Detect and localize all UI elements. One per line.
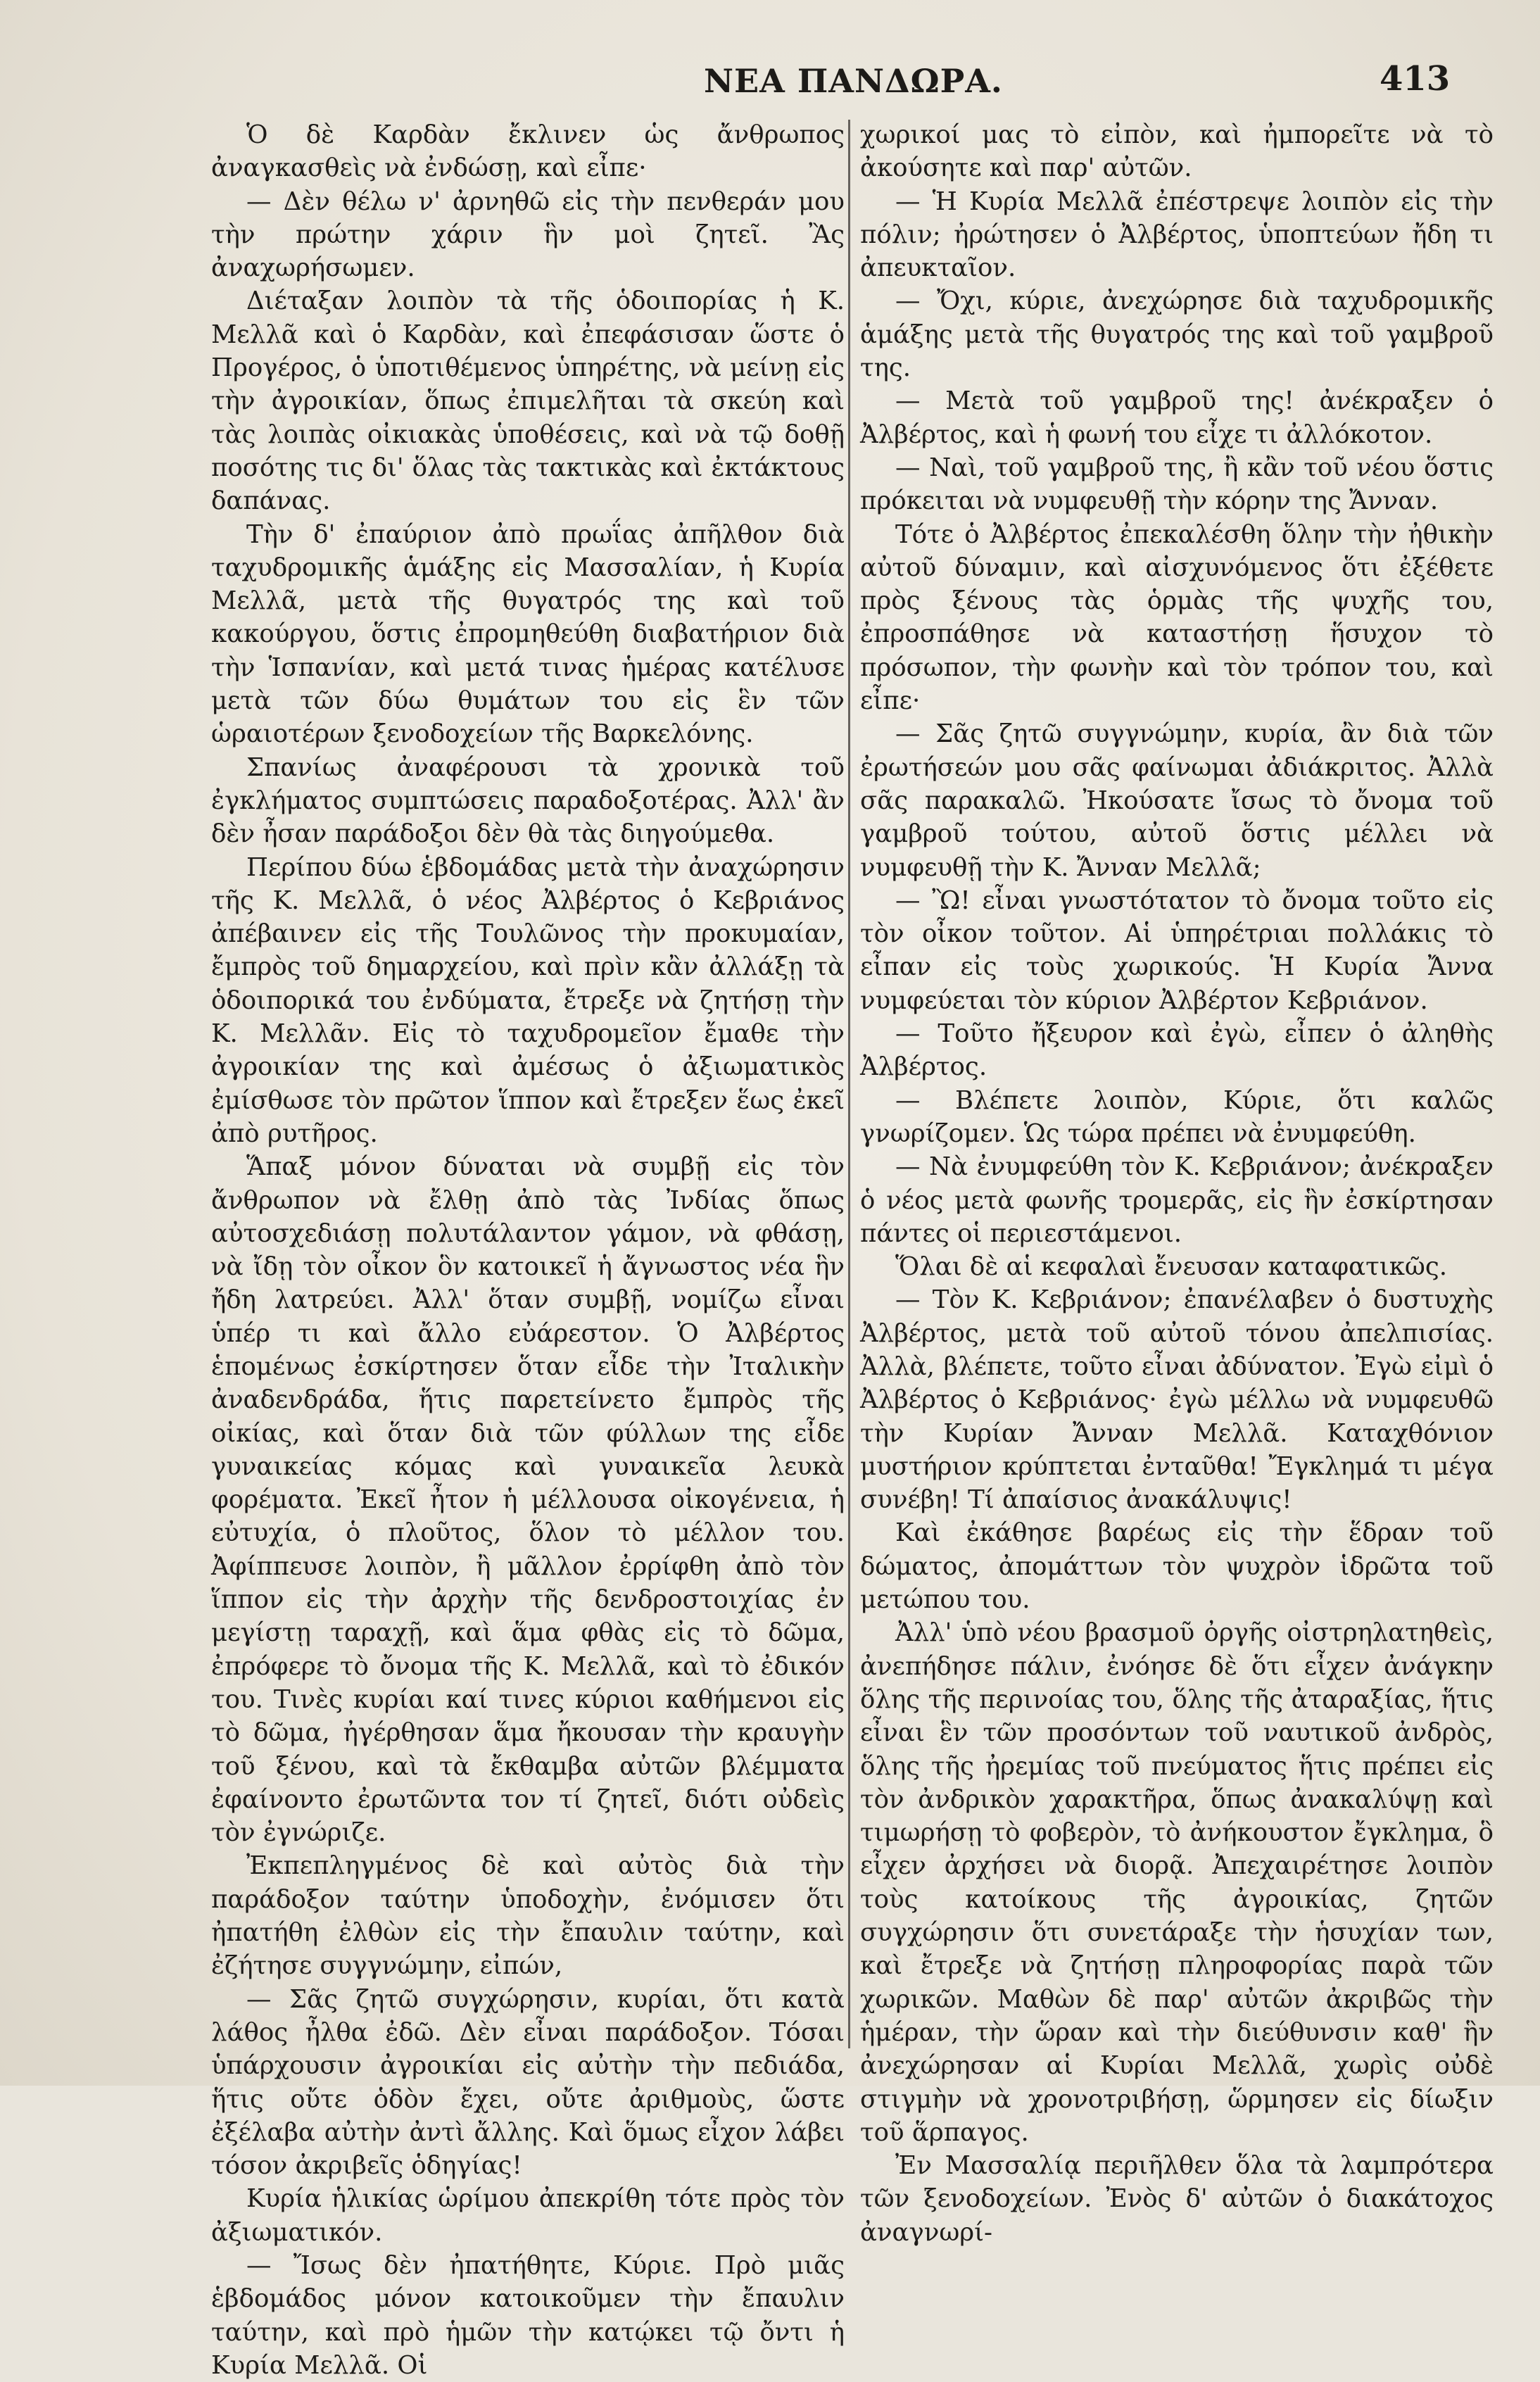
paragraph: Ὅλαι δὲ αἱ κεφαλαὶ ἔνευσαν καταφατικῶς. bbox=[895, 1252, 1447, 1282]
paragraph: — Σᾶς ζητῶ συγγνώμην, κυρία, ἂν διὰ τῶν ἐρωτήσεών μου σᾶς φαίνωμαι ἀδιάκριτος. Ἀλλὰ σᾶς παρακαλῶ. Ἠκούσατε ἴσως τὸ ὄνομα τοῦ γαμβροῦ τούτου, αὐτοῦ ὅστις μέλλει νὰ νυμφευθῇ τὴν Κ. Ἄνναν Μελλᾶ; bbox=[860, 719, 1494, 882]
paragraph: — Ἴσως δὲν ἠπατήθητε, Κύριε. Πρὸ μιᾶς ἑβδομάδος μόνον κατοικοῦμεν τὴν ἔπαυλιν ταύτην, καὶ πρὸ ἡμῶν τὴν κατῴκει τῷ ὄντι ἡ Κυρία Μελλᾶ. Οἱ bbox=[211, 2251, 845, 2380]
paragraph: Κυρία ἡλικίας ὡρίμου ἀπεκρίθη τότε πρὸς τὸν ἀξιωματικόν. bbox=[211, 2184, 845, 2247]
paragraph: Ἅπαξ μόνον δύναται νὰ συμβῇ εἰς τὸν ἄνθρωπον νὰ ἔλθῃ ἀπὸ τὰς Ἰνδίας ὅπως αὐτοσχεδιάσῃ πολυτάλαντον γάμον, νὰ φθάσῃ, νὰ ἴδῃ τὸν οἶκον ὃν κατοικεῖ ἡ ἄγνωστος νέα ἣν ἤδη λατρεύει. Ἀλλ' ὅταν συμβῇ, νομίζω εἶναι ὑπέρ τι καὶ ἄλλο εὐάρεστον. Ὁ Ἀλβέρτος ἑπομένως ἐσκίρτησεν ὅταν εἶδε τὴν Ἰταλικὴν ἀναδενδράδα, ἥτις παρετείνετο ἔμπρὸς τῆς οἰκίας, καὶ ὅταν διὰ τῶν φύλλων της εἶδε γυναικείας κόμας καὶ γυναικεῖα λευκὰ φορέματα. Ἐκεῖ ἦτον ἡ μέλλουσα οἰκογένεια, ἡ εὐτυχία, ὁ πλοῦτος, ὅλον τὸ μέλλον του. Ἀφίππευσε λοιπὸν, ἢ μᾶλλον ἐρρίφθη ἀπὸ τὸν ἵππον εἰς τὴν ἀρχὴν τῆς δενδροστοιχίας ἐν μεγίστῃ ταραχῇ, καὶ ἅμα φθὰς εἰς τὸ δῶμα, ἐπρόφερε τὸ ὄνομα τῆς Κ. Μελλᾶ, καὶ τὸ ἐδικόν του. Τινὲς κυρίαι καί τινες κύριοι καθήμενοι εἰς τὸ δῶμα, ἠγέρθησαν ἅμα ἤκουσαν τὴν κραυγὴν τοῦ ξένου, καὶ τὰ ἔκθαμβα αὐτῶν βλέμματα ἐφαίνοντο ἐρωτῶντα τον τί ζητεῖ, διότι οὐδεὶς τὸν ἐγνώριζε. bbox=[211, 1152, 845, 1848]
paragraph: — Τοῦτο ἤξευρον καὶ ἐγὼ, εἶπεν ὁ ἀληθὴς Ἀλβέρτος. bbox=[860, 1019, 1494, 1082]
paragraph: Καὶ ἐκάθησε βαρέως εἰς τὴν ἕδραν τοῦ δώματος, ἀπομάττων τὸν ψυχρὸν ἱδρῶτα τοῦ μετώπου του. bbox=[860, 1518, 1494, 1615]
paragraph: χωρικοί μας τὸ εἰπὸν, καὶ ἠμπορεῖτε νὰ τὸ ἀκούσητε καὶ παρ' αὐτῶν. bbox=[860, 120, 1494, 183]
paragraph: — Νὰ ἐνυμφεύθη τὸν Κ. Κεβριάνον; ἀνέκραξεν ὁ νέος μετὰ φωνῆς τρομερᾶς, εἰς ἣν ἐσκίρτησαν πάντες οἱ περιεστάμενοι. bbox=[860, 1152, 1494, 1248]
left-column bbox=[211, 118, 845, 2380]
paragraph: — Σᾶς ζητῶ συγχώρησιν, κυρίαι, ὅτι κατὰ λάθος ἦλθα ἐδῶ. Δὲν εἶναι παράδοξον. Τόσαι ὑπάρχουσιν ἀγροικίαι εἰς αὐτὴν τὴν πεδιάδα, ἥτις οὔτε ὁδὸν ἔχει, οὔτε ἀριθμοὺς, ὥστε ἐξέλαβα αὐτὴν ἀντὶ ἄλλης. Καὶ ὅμως εἶχον λάβει τόσον ἀκριβεῖς ὁδηγίας! bbox=[211, 1984, 845, 2181]
paragraph: Ὁ δὲ Καρδὰν ἔκλινεν ὡς ἄνθρωπος ἀναγκασθεὶς νὰ ἐνδώσῃ, καὶ εἶπε· bbox=[211, 120, 845, 183]
paragraph: Σπανίως ἀναφέρουσι τὰ χρονικὰ τοῦ ἐγκλήματος συμπτώσεις παραδοξοτέρας. Ἀλλ' ἂν δὲν ἦσαν παράδοξοι δὲν θὰ τὰς διηγούμεθα. bbox=[211, 752, 845, 849]
paragraph: — Μετὰ τοῦ γαμβροῦ της! ἀνέκραξεν ὁ Ἀλβέρτος, καὶ ἡ φωνή του εἶχε τι ἀλλόκοτον. bbox=[860, 386, 1494, 449]
right-column bbox=[860, 118, 1494, 2247]
paragraph: Τότε ὁ Ἀλβέρτος ἐπεκαλέσθη ὅλην τὴν ἠθικὴν αὐτοῦ δύναμιν, καὶ αἰσχυνόμενος ὅτι ἐξέθετε πρὸς ξένους τὰς ὁρμὰς τῆς ψυχῆς του, ἐπροσπάθησε νὰ καταστήσῃ ἥσυχον τὸ πρόσωπον, τὴν φωνὴν καὶ τὸν τρόπον του, καὶ εἶπε· bbox=[860, 519, 1494, 716]
paragraph: Ἀλλ' ὑπὸ νέου βρασμοῦ ὀργῆς οἰστρηλατηθεὶς, ἀνεπήδησε πάλιν, ἐνόησε δὲ ὅτι εἶχεν ἀνάγκην ὅλης τῆς περινοίας του, ὅλης τῆς ἀταραξίας, ἥτις εἶναι ἓν τῶν προσόντων τοῦ ναυτικοῦ ἀνδρὸς, ὅλης τῆς ἠρεμίας τοῦ πνεύματος ἥτις πρέπει εἰς τὸν ἀνδρικὸν χαρακτῆρα, ὅπως ἀνακαλύψῃ καὶ τιμωρήσῃ τὸ φοβερὸν, τὸ ἀνήκουστον ἔγκλημα, ὃ εἶχεν ἀρχήσει νὰ διορᾷ. Ἀπεχαιρέτησε λοιπὸν τοὺς κατοίκους τῆς ἀγροικίας, ζητῶν συγχώρησιν ὅτι συνετάραξε τὴν ἡσυχίαν των, καὶ ἔτρεξε νὰ ζητήσῃ πληροφορίας παρὰ τῶν χωρικῶν. Μαθὼν δὲ παρ' αὐτῶν ἀκριβῶς τὴν ἡμέραν, τὴν ὥραν καὶ τὴν διεύθυνσιν καθ' ἣν ἀνεχώρησαν αἱ Κυρίαι Μελλᾶ, χωρὶς οὐδὲ στιγμὴν νὰ χρονοτριβήσῃ, ὥρμησεν εἰς δίωξιν τοῦ ἅρπαγος. bbox=[860, 1618, 1494, 2147]
paragraph: — Βλέπετε λοιπὸν, Κύριε, ὅτι καλῶς γνωρίζομεν. Ὡς τώρα πρέπει νὰ ἐνυμφεύθη. bbox=[860, 1085, 1494, 1148]
paragraph: — Δὲν θέλω ν' ἀρνηθῶ εἰς τὴν πενθεράν μου τὴν πρώτην χάριν ἣν μοὶ ζητεῖ. Ἂς ἀναχωρήσωμεν. bbox=[211, 187, 845, 283]
paragraph: — Ὢ! εἶναι γνωστότατον τὸ ὄνομα τοῦτο εἰς τὸν οἶκον τοῦτον. Αἱ ὑπηρέτριαι πολλάκις τὸ εἶπαν εἰς τοὺς χωρικούς. Ἡ Κυρία Ἄννα νυμφεύεται τὸν κύριον Ἀλβέρτον Κεβριάνον. bbox=[860, 886, 1494, 1015]
paragraph: — Ναὶ, τοῦ γαμβροῦ της, ἢ κἂν τοῦ νέου ὅστις πρόκειται νὰ νυμφευθῇ τὴν κόρην της Ἄνναν. bbox=[860, 453, 1494, 516]
paragraph: Τὴν δ' ἐπαύριον ἀπὸ πρωΐας ἀπῆλθον διὰ ταχυδρομικῆς ἁμάξης εἰς Μασσαλίαν, ἡ Κυρία Μελλᾶ, μετὰ τῆς θυγατρός της καὶ τοῦ κακούργου, ὅστις ἐπρομηθεύθη διαβατήριον διὰ τὴν Ἱσπανίαν, καὶ μετά τινας ἡμέρας κατέλυσε μετὰ τῶν δύω θυμάτων του εἰς ἓν τῶν ὡραιοτέρων ξενοδοχείων τῆς Βαρκελόνης. bbox=[211, 519, 845, 749]
paragraph: Ἐν Μασσαλίᾳ περιῆλθεν ὅλα τὰ λαμπρότερα τῶν ξενοδοχείων. Ἐνὸς δ' αὐτῶν ὁ διακάτοχος ἀναγνωρί- bbox=[860, 2151, 1494, 2247]
paragraph: Ἐκπεπληγμένος δὲ καὶ αὐτὸς διὰ τὴν παράδοξον ταύτην ὑποδοχὴν, ἐνόμισεν ὅτι ἠπατήθη ἐλθὼν εἰς τὴν ἔπαυλιν ταύτην, καὶ ἐζήτησε συγγνώμην, εἰπών, bbox=[211, 1851, 845, 1981]
paragraph: Περίπου δύω ἑβδομάδας μετὰ τὴν ἀναχώρησιν τῆς Κ. Μελλᾶ, ὁ νέος Ἀλβέρτος ὁ Κεβριάνος ἀπέβαινεν εἰς τῆς Τουλῶνος τὴν προκυμαίαν, ἔμπρὸς τοῦ δημαρχείου, καὶ πρὶν κἂν ἀλλάξῃ τὰ ὁδοιπορικά του ἐνδύματα, ἔτρεξε νὰ ζητήσῃ τὴν Κ. Μελλᾶν. Εἰς τὸ ταχυδρομεῖον ἔμαθε τὴν ἀγροικίαν της καὶ ἀμέσως ὁ ἀξιωματικὸς ἐμίσθωσε τὸν πρῶτον ἵππον καὶ ἔτρεξεν ἕως ἐκεῖ ἀπὸ ρυτῆρος. bbox=[211, 852, 845, 1148]
paragraph: — Ὄχι, κύριε, ἀνεχώρησε διὰ ταχυδρομικῆς ἁμάξης μετὰ τῆς θυγατρός της καὶ τοῦ γαμβροῦ της. bbox=[860, 286, 1494, 383]
paragraph: Διέταξαν λοιπὸν τὰ τῆς ὁδοιπορίας ἡ Κ. Μελλᾶ καὶ ὁ Καρδὰν, καὶ ἐπεφάσισαν ὥστε ὁ Προγέρος, ὁ ὑποτιθέμενος ὑπηρέτης, νὰ μείνῃ εἰς τὴν ἀγροικίαν, ὅπως ἐπιμελῆται τὰ σκεύη καὶ τὰς λοιπὰς οἰκιακὰς ὑποθέσεις, καὶ νὰ τῷ δοθῇ ποσότης τις δι' ὅλας τὰς τακτικὰς καὶ ἐκτάκτους δαπάνας. bbox=[211, 286, 845, 516]
column-divider bbox=[848, 120, 850, 2048]
page-header bbox=[0, 59, 1540, 111]
page-number: 413 bbox=[1380, 59, 1451, 99]
running-title: ΝΕΑ ΠΑΝΔΩΡΑ. bbox=[704, 62, 1003, 100]
paragraph: — Ἡ Κυρία Μελλᾶ ἐπέστρεψε λοιπὸν εἰς τὴν πόλιν; ἠρώτησεν ὁ Ἀλβέρτος, ὑποπτεύων ἤδη τι ἀπευκταῖον. bbox=[860, 187, 1494, 283]
paragraph: — Τὸν Κ. Κεβριάνον; ἐπανέλαβεν ὁ δυστυχὴς Ἀλβέρτος, μετὰ τοῦ αὐτοῦ τόνου ἀπελπισίας. Ἀλλὰ, βλέπετε, τοῦτο εἶναι ἀδύνατον. Ἐγὼ εἰμὶ ὁ Ἀλβέρτος ὁ Κεβριάνος· ἐγὼ μέλλω νὰ νυμφευθῶ τὴν Κυρίαν Ἄνναν Μελλᾶ. Καταχθόνιον μυστήριον κρύπτεται ἐνταῦθα! Ἔγκλημά τι μέγα συνέβη! Τί ἀπαίσιος ἀνακάλυψις! bbox=[860, 1285, 1494, 1515]
